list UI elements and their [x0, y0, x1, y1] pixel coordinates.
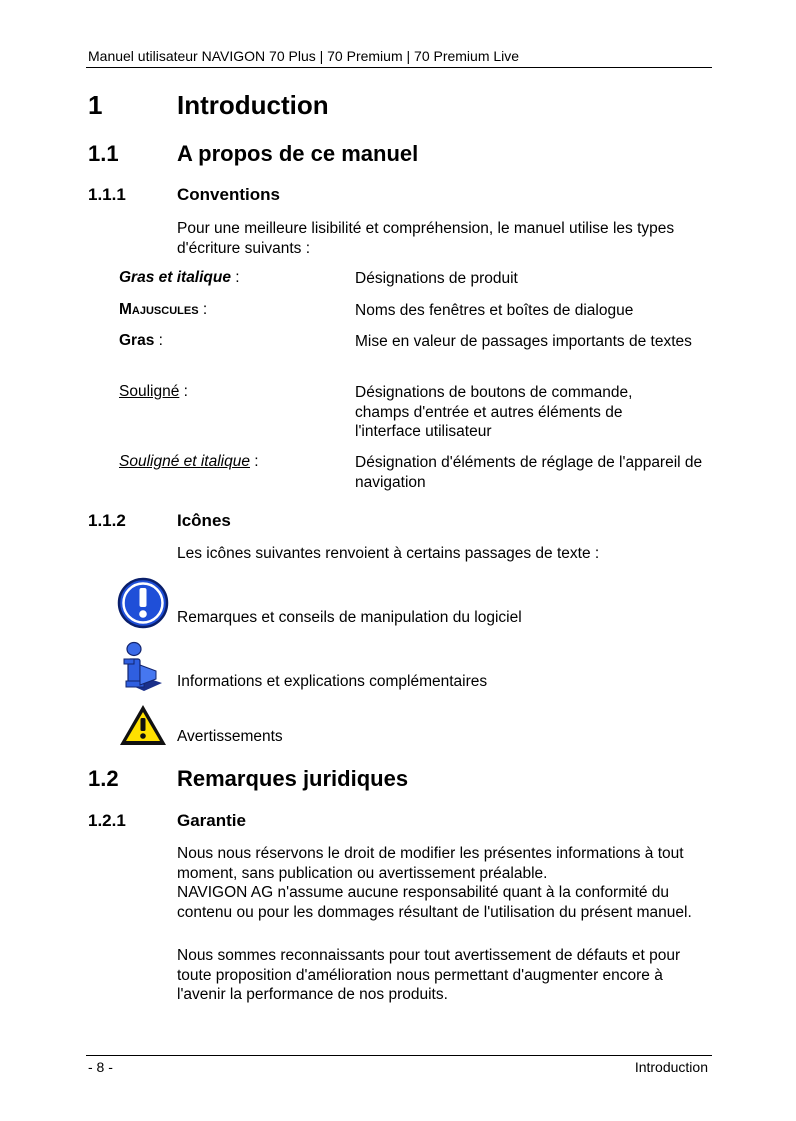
icon-desc: Avertissements — [177, 728, 283, 745]
chapter-title: Introduction — [177, 90, 329, 120]
section-number: 1.2 — [88, 766, 119, 791]
page-number: - 8 - — [88, 1059, 113, 1075]
subsection-title: Garantie — [177, 811, 246, 830]
warning-triangle-icon — [118, 703, 168, 747]
section-number: 1.1 — [88, 141, 119, 166]
info-figure-icon — [120, 641, 166, 693]
paragraph: Nous sommes reconnaissants pour tout avertissement de défauts et pour toute proposition d'amélioration nous permettant d'augmenter encore à l'avenir la performance de nos produits. — [177, 947, 681, 1003]
convention-desc: Mise en valeur de passages importants de textes — [355, 333, 692, 350]
convention-desc: Désignations de boutons de commande, champs d'entrée et autres éléments de l'interface utilisateur — [355, 384, 633, 440]
convention-desc: Désignations de produit — [355, 270, 518, 287]
subsection-title: Icônes — [177, 511, 231, 530]
convention-desc: Désignation d'éléments de réglage de l'appareil de navigation — [355, 454, 703, 491]
icon-desc: Informations et explications complémentaires — [177, 673, 488, 690]
section-title: Remarques juridiques — [177, 766, 409, 791]
subsection-number: 1.2.1 — [88, 811, 126, 830]
convention-term: Majuscules : — [119, 301, 208, 318]
subsection-number: 1.1.1 — [88, 185, 126, 204]
convention-term: Gras : — [119, 332, 163, 349]
running-header: Manuel utilisateur NAVIGON 70 Plus | 70 Premium | 70 Premium Live — [88, 48, 520, 64]
icon-desc: Remarques et conseils de manipulation du logiciel — [177, 609, 522, 626]
icons-intro: Les icônes suivantes renvoient à certains passages de texte : — [177, 545, 600, 562]
conventions-intro: Pour une meilleure lisibilité et compréhension, le manuel utilise les types d'écriture suivants : — [177, 220, 675, 257]
subsection-title: Conventions — [177, 185, 280, 204]
convention-term: Souligné : — [119, 383, 188, 400]
exclamation-circle-icon — [117, 577, 169, 629]
paragraph: Nous nous réservons le droit de modifier les présentes informations à tout moment, sans publication ou avertissement préalable. — [177, 845, 684, 882]
convention-term: Souligné et italique : — [119, 453, 259, 470]
chapter-number: 1 — [88, 90, 103, 120]
paragraph: NAVIGON AG n'assume aucune responsabilité quant à la conformité du contenu ou pour les dommages résultant de l'utilisation du présent manuel. — [177, 884, 692, 921]
convention-term: Gras et italique : — [119, 269, 240, 286]
convention-desc: Noms des fenêtres et boîtes de dialogue — [355, 302, 634, 319]
subsection-number: 1.1.2 — [88, 511, 126, 530]
footer-section: Introduction — [634, 1059, 708, 1075]
footer-rule — [86, 1055, 712, 1056]
header-rule — [86, 67, 712, 68]
section-title: A propos de ce manuel — [177, 141, 419, 166]
